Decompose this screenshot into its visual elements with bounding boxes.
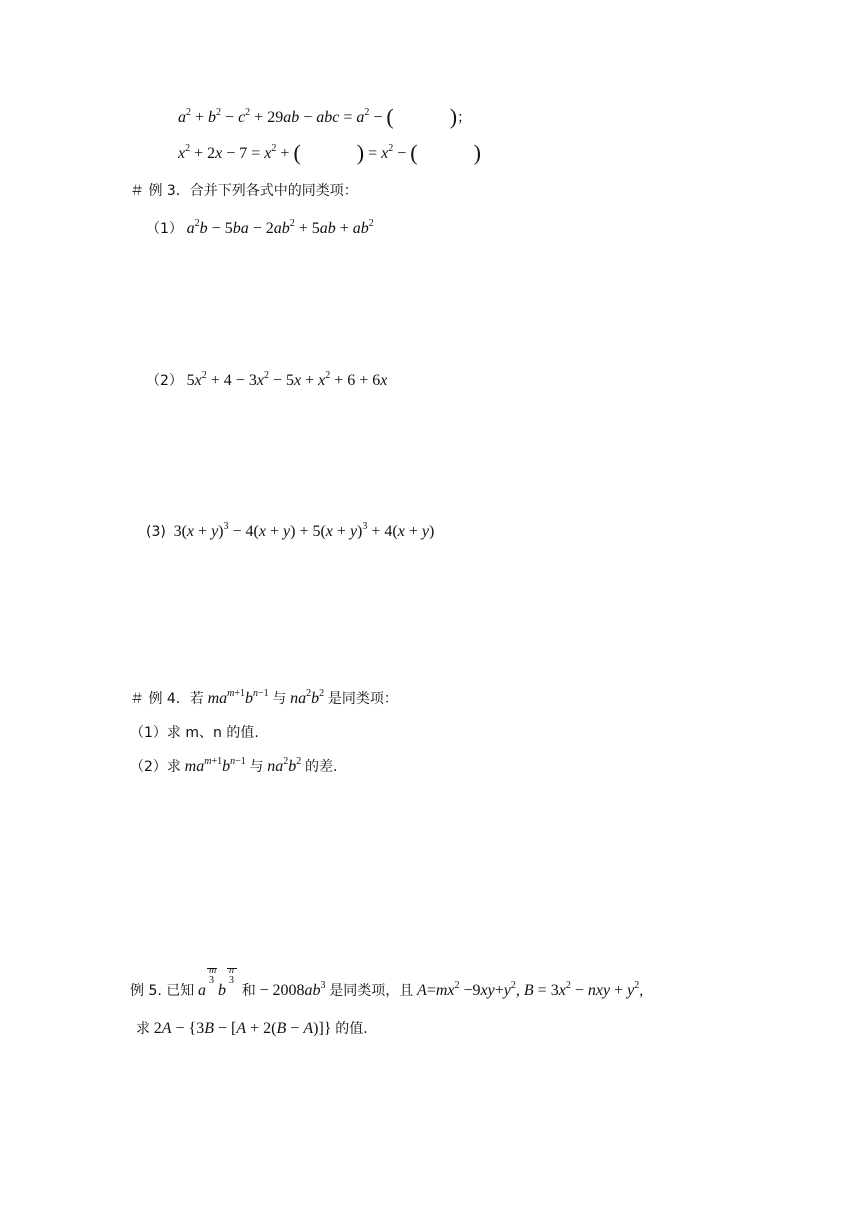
left-paren: (: [293, 140, 301, 165]
term-2008ab3: − $2008ab^3$: [259, 980, 326, 999]
term-ma-b: $ma^{m+1}b^{n-1}$: [207, 688, 269, 707]
question-pre: 求: [136, 1021, 150, 1037]
q2-mid: 与: [249, 759, 264, 775]
exponent-n-over-3: n 3: [226, 980, 238, 1002]
example-3-part-3: [146, 521, 434, 543]
example-5-question: [136, 1018, 368, 1040]
part-1-expression: $a^2b - 5ba - 2ab^2 + 5ab + ab^2$: [186, 218, 374, 237]
example-3-heading: ＃ 例 3．合并下列各式中的同类项：: [130, 183, 358, 199]
equation-line-1: [178, 106, 471, 129]
example-5-statement: [130, 965, 644, 1002]
exponent-m-over-3: m 3: [209, 965, 217, 986]
equation-2-lhs: $x^2 + 2x - 7 = x^2$ +: [178, 143, 290, 162]
conj-he: 和: [241, 983, 256, 999]
example-3-part-1: [146, 218, 374, 240]
example-3-part-2: [146, 370, 387, 392]
equation-2-mid: = $x^2$ −: [368, 143, 407, 162]
term-na-b: $na^2b^2$: [290, 688, 325, 707]
definitions-A-B: $A=mx^2 -9xy+y^2$, $B = 3x^2$ − nxy + $y^2$,: [417, 980, 644, 999]
example-4-question-2: [130, 756, 337, 778]
heading-post: 是同类项：: [327, 691, 398, 707]
equation-1-lhs: $a^2 + b^2 - c^2 + 29ab$ − abc = $a^2$ −: [178, 107, 383, 126]
right-paren: ): [473, 140, 481, 165]
example-5-mid: 是同类项，且: [329, 983, 414, 999]
part-label: （2）: [146, 373, 183, 389]
left-paren: (: [410, 140, 418, 165]
semicolon: ；: [457, 110, 472, 126]
example-5-pre: 例 5. 已知: [130, 983, 195, 999]
question-expression: 2A − {3B − [A + 2(B − A)]}: [153, 1020, 332, 1037]
heading-pre: ＃ 例 4．若: [130, 691, 204, 707]
example-4-heading: [130, 688, 398, 710]
example-4-question-1: （1）求 m、n 的值.: [130, 725, 259, 741]
q2-pre: （2）求: [130, 759, 181, 775]
right-paren: ): [356, 140, 365, 165]
part-label: (3): [146, 524, 166, 540]
part-2-expression: $5x^2 + 4 - 3x^2 - 5x + x^2 + 6 + 6x$: [186, 370, 388, 389]
heading-mid: 与: [272, 691, 287, 707]
term-a-b-fractional: a m 3 b n 3: [198, 982, 238, 999]
q2-post: 的差.: [305, 759, 338, 775]
left-paren: (: [386, 104, 394, 129]
equation-line-2: [178, 142, 481, 165]
question-post: 的值.: [335, 1021, 368, 1037]
term-ma-b: $ma^{m+1}b^{n-1}$: [184, 756, 246, 775]
part-3-expression: $3(x + y)^3 - 4(x + y) + 5(x + y)^3 + 4(x + y)$: [169, 521, 435, 540]
part-label: （1）: [146, 221, 183, 237]
right-paren: ): [449, 104, 458, 129]
term-na-b: $na^2b^2$: [267, 756, 302, 775]
